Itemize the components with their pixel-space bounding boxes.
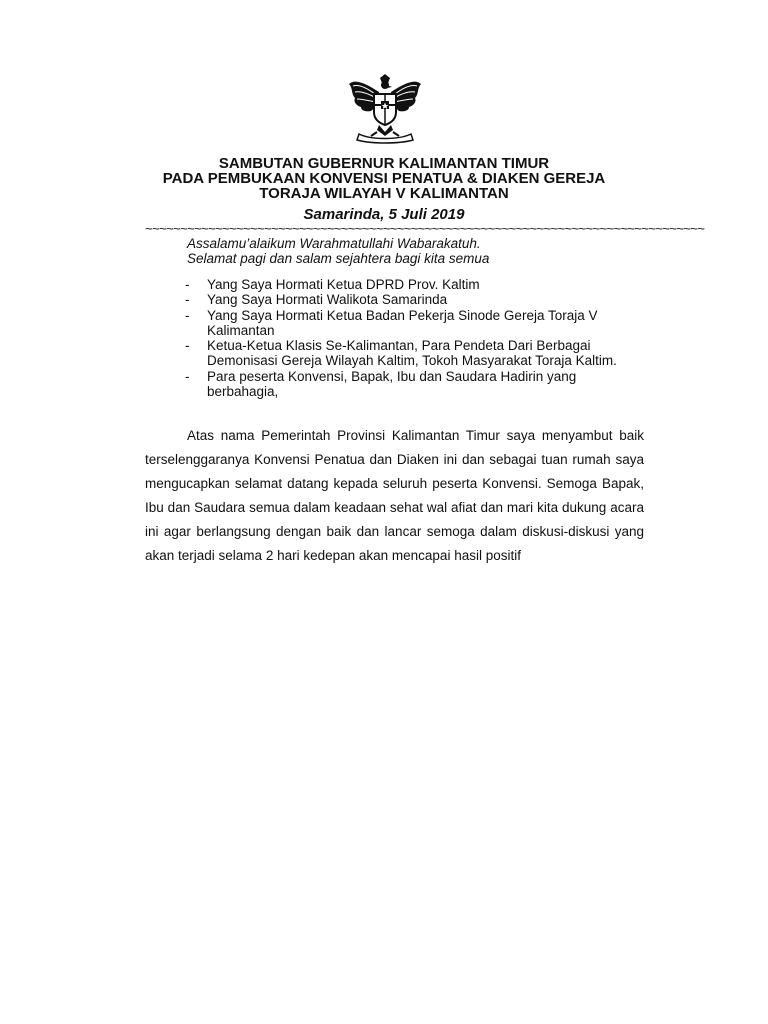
garuda-emblem-icon xyxy=(347,74,423,144)
addressee-text: Para peserta Konvensi, Bapak, Ibu dan Saudara Hadirin yang berbahagia, xyxy=(207,368,577,400)
place-date: Samarinda, 5 Juli 2019 xyxy=(303,206,465,223)
separator-line: ~~~~~~~~~~~~~~~~~~~~~~~~~~~~~~~~~~~~~~~~~~~~~~~~~~~~~~~~~~~~~~~~~~~~~~~~~~~~~~~~ xyxy=(145,221,705,236)
list-marker: - xyxy=(185,277,190,292)
addressee-text: Ketua-Ketua Klasis Se-Kalimantan, Para Pendeta Dari Berbagai Demonisasi Gereja Wilayah Kaltim, Tokoh Masyarakat Toraja Kaltim. xyxy=(207,338,617,369)
addressee-text: Yang Saya Hormati Walikota Samarinda xyxy=(207,292,448,308)
addressee-text: Yang Saya Hormati Ketua Badan Pekerja Sinode Gereja Toraja V Kalimantan xyxy=(207,307,598,338)
list-item xyxy=(185,338,625,369)
list-item xyxy=(185,308,625,339)
greeting-line-1: Assalamu’alaikum Warahmatullahi Wabarakatuh. xyxy=(187,236,481,251)
list-item xyxy=(185,277,625,292)
list-marker: - xyxy=(185,307,190,323)
addressee-list xyxy=(185,277,625,399)
body-paragraph: Atas nama Pemerintah Provinsi Kalimantan Timur saya menyambut baik terselenggaranya Konvensi Penatua dan Diaken ini dan sebagai tuan rumah saya mengucapkan selamat datang kepada seluruh peserta Konvensi. Semoga Bapak, Ibu dan Saudara semua dalam keadaan sehat wal afiat dan mari kita dukung acara ini agar berlangsung dengan baik dan lancar semoga dalam diskusi-diskusi yang akan terjadi selama 2 hari kedepan akan mencapai hasil positif xyxy=(145,428,644,563)
list-item xyxy=(185,292,625,307)
list-marker: - xyxy=(185,292,190,308)
speech-title-line-2: PADA PEMBUKAAN KONVENSI PENATUA & DIAKEN GEREJA xyxy=(162,170,606,187)
greeting-line-2: Selamat pagi dan salam sejahtera bagi kita semua xyxy=(187,251,490,266)
list-item xyxy=(185,369,625,400)
speech-title-line-3: TORAJA WILAYAH V KALIMANTAN xyxy=(259,185,509,202)
list-marker: - xyxy=(185,338,190,354)
list-marker: - xyxy=(185,368,190,384)
addressee-text: Yang Saya Hormati Ketua DPRD Prov. Kaltim xyxy=(207,277,480,292)
speech-title-line-1: SAMBUTAN GUBERNUR KALIMANTAN TIMUR xyxy=(218,155,550,172)
